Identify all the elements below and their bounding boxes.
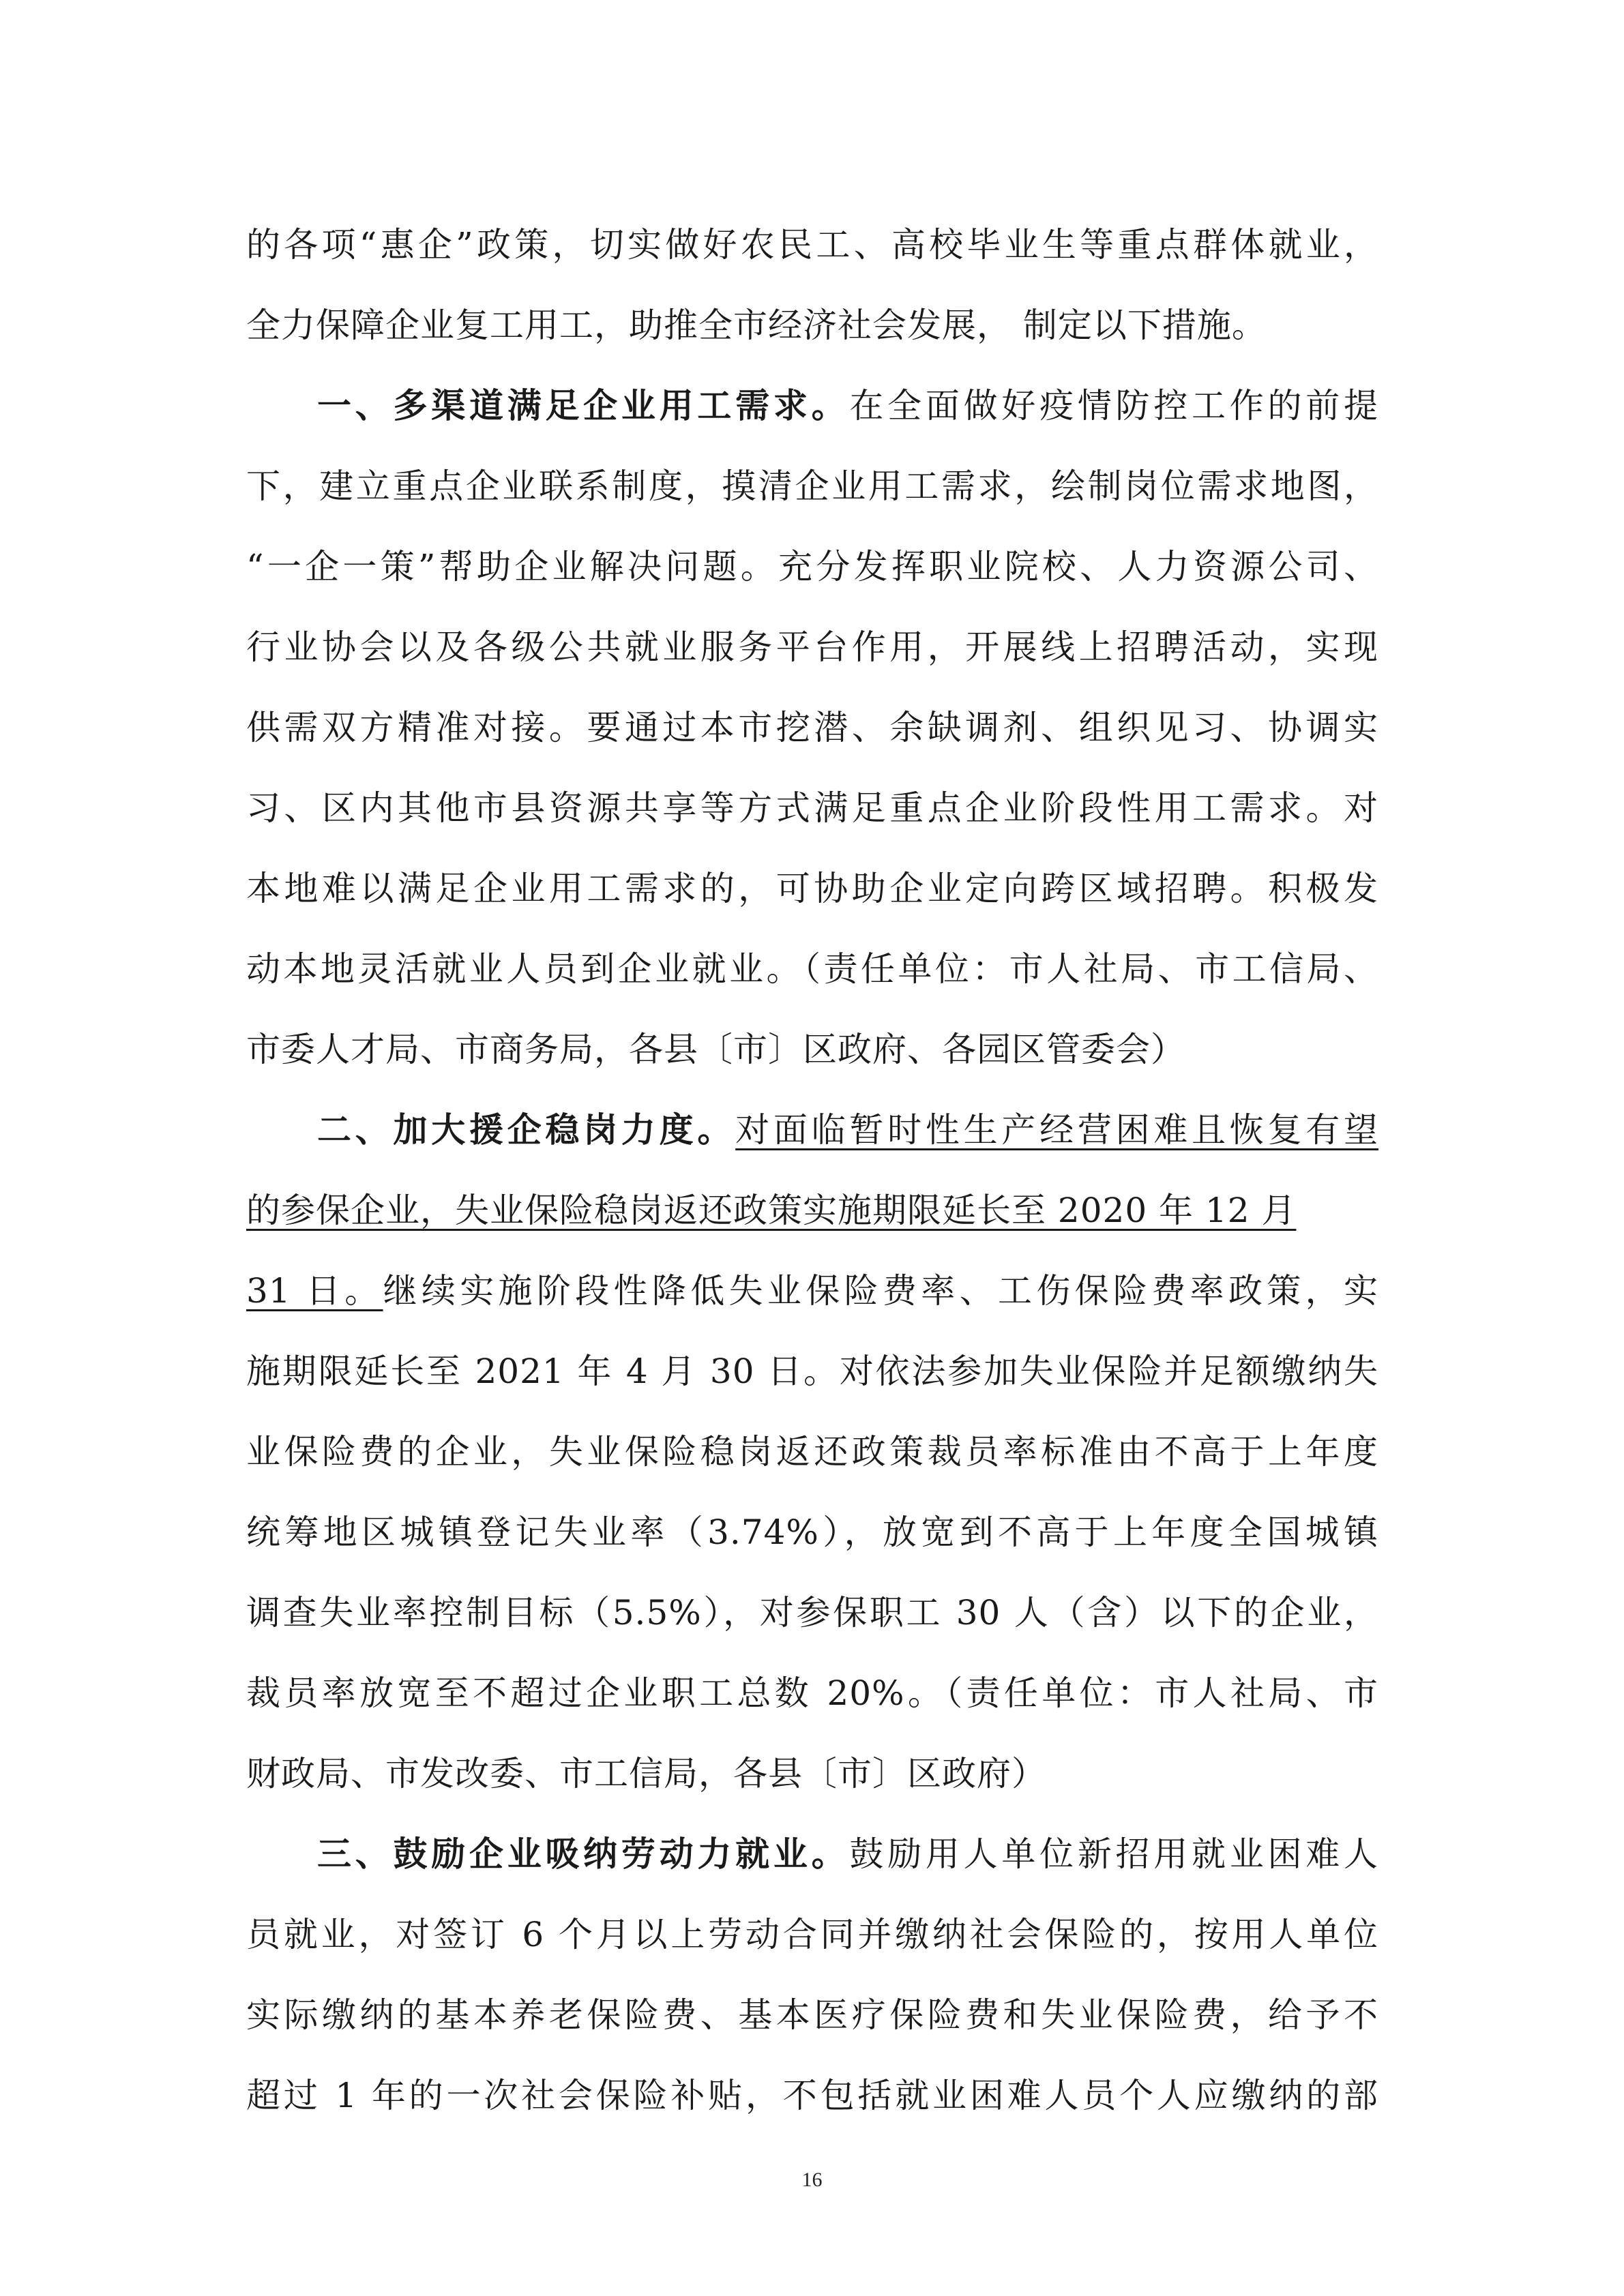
text-line: 的各项“惠企”政策，切实做好农民工、高校毕业生等重点群体就业， — [246, 225, 1378, 265]
section-1-text: 在全面做好疫情防控工作的前提 — [849, 386, 1378, 426]
text-line: 市委人才局、市商务局，各县〔市〕区政府、各园区管委会） — [246, 1030, 1185, 1069]
text-line: 员就业，对签订 6 个月以上劳动合同并缴纳社会保险的，按用人单位 — [246, 1915, 1378, 1954]
section-2-heading: 二、加大援企稳岗力度。 — [317, 1109, 736, 1150]
text-line — [246, 1170, 1378, 1251]
section-1-heading: 一、多渠道满足企业用工需求。 — [317, 385, 850, 426]
section-1-first-line — [246, 366, 1378, 446]
text-line — [246, 1251, 1378, 1331]
document-body — [246, 205, 1378, 2136]
text-line: “一企一策”帮助企业解决问题。充分发挥职业院校、人力资源公司、 — [246, 547, 1378, 586]
section-3-heading: 三、鼓励企业吸纳劳动力就业。 — [317, 1834, 850, 1874]
text-line: 裁员率放宽至不超过企业职工总数 20%。（责任单位：市人社局、市 — [246, 1673, 1378, 1713]
text-line: 施期限延长至 2021 年 4 月 30 日。对依法参加失业保险并足额缴纳失 — [246, 1352, 1378, 1391]
text-line: 超过 1 年的一次社会保险补贴，不包括就业困难人员个人应缴纳的部 — [246, 2076, 1378, 2115]
text-line: 实际缴纳的基本养老保险费、基本医疗保险费和失业保险费，给予不 — [246, 1995, 1378, 2035]
section-2-first-line — [246, 1090, 1378, 1170]
text-line: 调查失业率控制目标（5.5%），对参保职工 30 人（含）以下的企业， — [246, 1593, 1378, 1632]
underlined-text: 对面临暂时性生产经营困难且恢复有望 — [735, 1110, 1378, 1150]
text-line: 业保险费的企业，失业保险稳岗返还政策裁员率标准由不高于上年度 — [246, 1432, 1378, 1472]
section-2-text: 继续实施阶段性降低失业保险费率、工伤保险费率政策，实 — [383, 1271, 1378, 1311]
text-line: 供需双方精准对接。要通过本市挖潜、余缺调剂、组织见习、协调实 — [246, 708, 1378, 747]
text-line: 本地难以满足企业用工需求的，可协助企业定向跨区域招聘。积极发 — [246, 869, 1378, 908]
text-line: 行业协会以及各级公共就业服务平台作用，开展线上招聘活动，实现 — [246, 627, 1378, 667]
text-line: 习、区内其他市县资源共享等方式满足重点企业阶段性用工需求。对 — [246, 788, 1378, 828]
section-3-text: 鼓励用人单位新招用就业困难人 — [849, 1834, 1378, 1874]
text-line: 统筹地区城镇登记失业率（3.74%），放宽到不高于上年度全国城镇 — [246, 1512, 1378, 1552]
section-3-first-line — [246, 1814, 1378, 1894]
page-number: 16 — [801, 2168, 823, 2191]
text-line: 动本地灵活就业人员到企业就业。（责任单位：市人社局、市工信局、 — [246, 949, 1378, 989]
underlined-text: 31 日。 — [246, 1271, 383, 1311]
text-line: 财政局、市发改委、市工信局，各县〔市〕区政府） — [246, 1754, 1046, 1793]
underlined-text: 的参保企业，失业保险稳岗返还政策实施期限延长至 2020 年 12 月 — [246, 1191, 1297, 1230]
text-line: 下，建立重点企业联系制度，摸清企业用工需求，绘制岗位需求地图， — [246, 466, 1378, 506]
text-line: 全力保障企业复工用工，助推全市经济社会发展， 制定以下措施。 — [246, 305, 1267, 345]
